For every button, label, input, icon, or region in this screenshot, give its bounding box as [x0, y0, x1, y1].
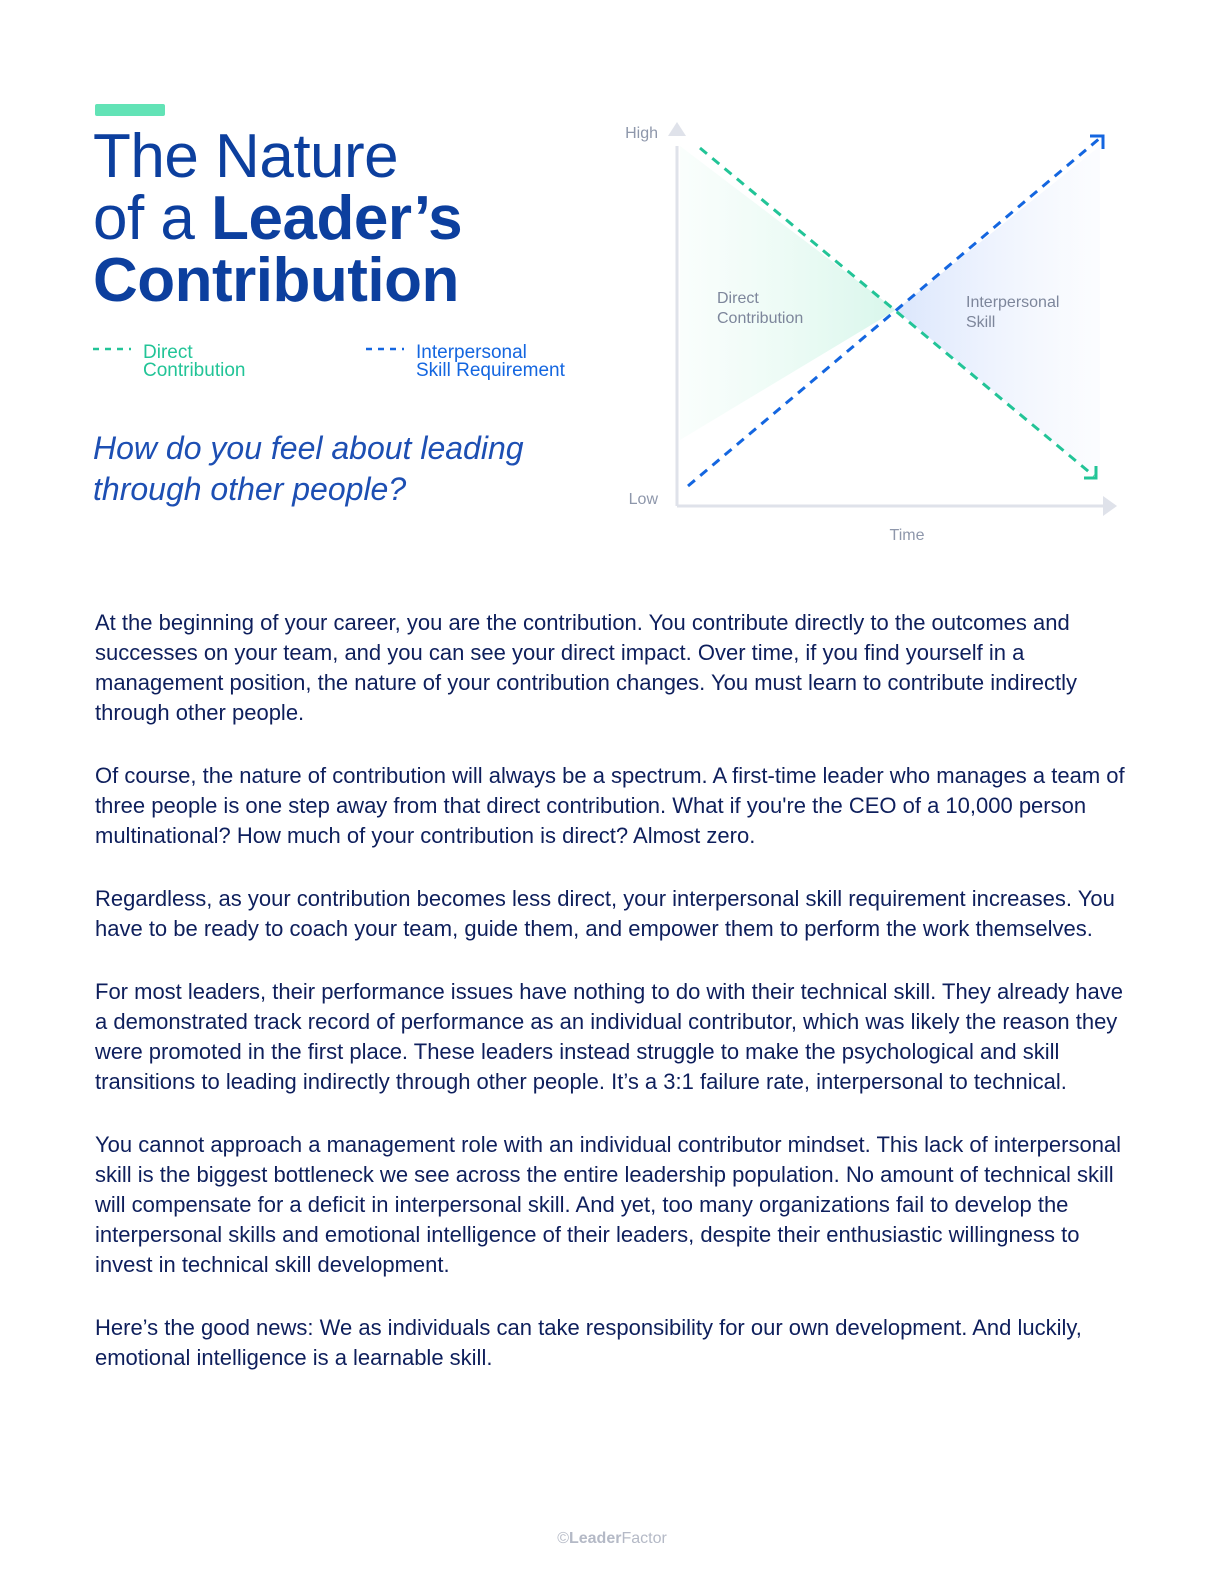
paragraph: Regardless, as your contribution becomes less direct, your interpersonal skill requirement increases. You have to be ready to coach your team, guide them, and empower them to perform the work themselves.	[95, 886, 1115, 941]
legend-interpersonal-skill	[366, 344, 565, 380]
paragraph: Of course, the nature of contribution will always be a spectrum. A first-time leader who manages a team of three people is one step away from that direct contribution. What if you're the CEO of a 10,000 person multinational? How much of your contribution is direct? Almost zero.	[95, 763, 1125, 848]
brand-name-light: Factor	[621, 1530, 667, 1547]
question-line-2: through other people?	[93, 471, 407, 507]
blue-dashed-line-icon	[366, 344, 404, 356]
region-interpersonal-line-2: Skill	[966, 314, 996, 331]
title-line-1: The Nature	[93, 122, 399, 191]
page-title	[93, 122, 463, 315]
green-dashed-line-icon	[93, 344, 131, 356]
title-line-3: Contribution	[93, 246, 459, 315]
accent-bar	[95, 104, 165, 116]
paragraph: At the beginning of your career, you are the contribution. You contribute directly to the outcomes and successes on your team, and you can see your direct impact. Over time, if you find yourself in a management position, the nature of your contribution changes. You must learn to contribute indirectly through other people.	[95, 610, 1078, 725]
body-text	[95, 608, 1125, 1406]
interpersonal-skill-region	[896, 146, 1100, 480]
legend-direct-line-2: Contribution	[143, 360, 246, 381]
copyright-symbol: ©	[557, 1530, 569, 1547]
region-interpersonal-line-1: Interpersonal	[966, 294, 1060, 311]
x-axis-time-label: Time	[889, 527, 925, 544]
x-axis-arrow-icon	[1103, 496, 1117, 516]
footer-brand	[0, 1530, 1224, 1548]
title-line-2	[93, 184, 463, 253]
brand-name-bold: Leader	[568, 1530, 622, 1547]
legend-direct-label	[143, 344, 245, 380]
contribution-diagram	[600, 110, 1130, 560]
legend-interpersonal-line-1: Interpersonal	[416, 342, 527, 363]
question-line-1: How do you feel about leading	[93, 430, 524, 466]
y-axis-arrow-icon	[668, 122, 686, 136]
region-direct-line-2: Contribution	[717, 310, 804, 327]
y-axis-high-label: High	[625, 125, 658, 142]
legend-interpersonal-line-2: Skill Requirement	[416, 360, 565, 381]
direct-contribution-region	[680, 146, 896, 440]
legend-interpersonal-label	[416, 344, 565, 380]
y-axis-low-label: Low	[628, 491, 658, 508]
paragraph: You cannot approach a management role with an individual contributor mindset. This lack of interpersonal skill is the biggest bottleneck we see across the entire leadership population. No amount of technical skill will compensate for a deficit in interpersonal skill. And yet, too many organizations fail to develop the interpersonal skills and emotional intelligence of their leaders, despite their enthusiastic willingness to invest in technical skill development.	[95, 1132, 1122, 1277]
legend-direct-contribution	[93, 344, 245, 380]
legend-direct-line-1: Direct	[143, 342, 193, 363]
paragraph: Here’s the good news: We as individuals can take responsibility for our own development. And luckily, emotional intelligence is a learnable skill.	[95, 1315, 1082, 1370]
region-direct-line-1: Direct	[717, 290, 759, 307]
title-line-2-bold: Leader’s	[211, 184, 463, 253]
paragraph: For most leaders, their performance issues have nothing to do with their technical skill. They already have a demonstrated track record of performance as an individual contributor, which was likely the reason they were promoted in the first place. These leaders instead struggle to make the psychological and skill transitions to leading indirectly through other people. It’s a 3:1 failure rate, interpersonal to technical.	[95, 979, 1123, 1094]
title-line-2-prefix: of a	[93, 184, 212, 253]
reflection-question	[93, 428, 524, 510]
